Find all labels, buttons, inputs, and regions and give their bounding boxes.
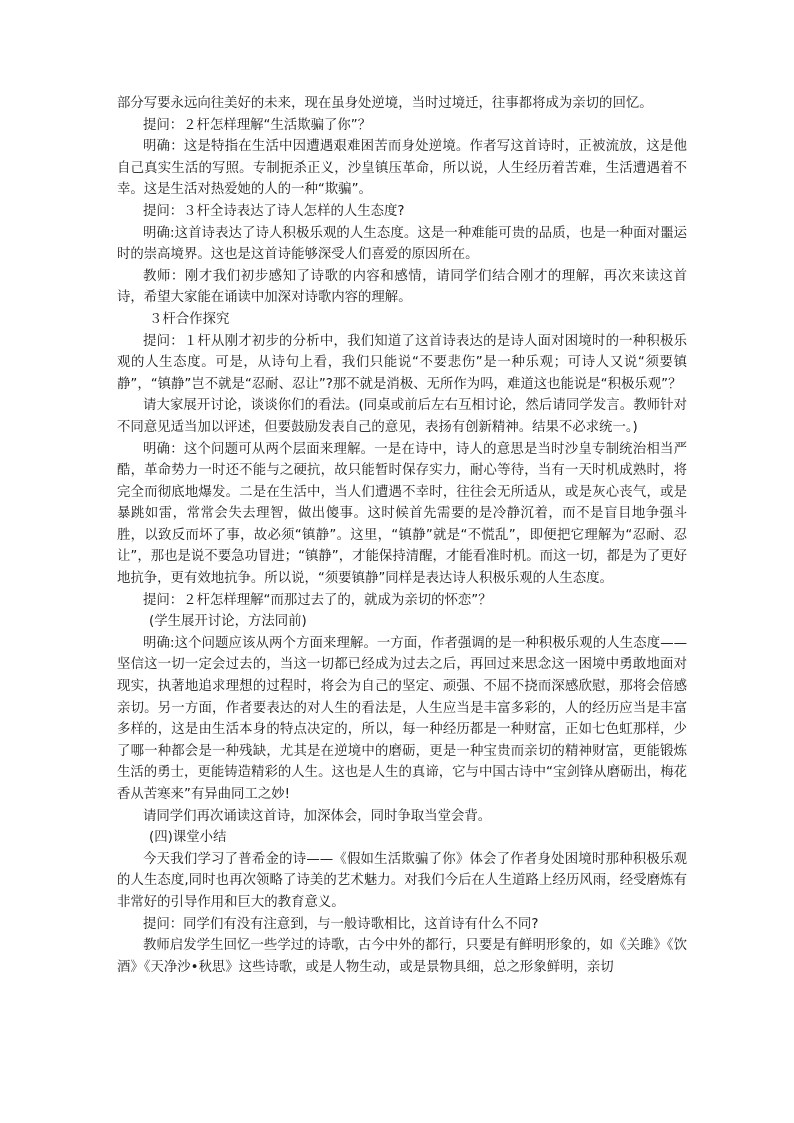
answer-2: 明确：这是特指在生活中因遭遇艰难困苦而身处逆境。作者写这首诗时，正被流放，这是他自己真实生活的写照。专制扼杀正义，沙皇镇压革命，所以说，人生经历着苦难，生活遭遇着不幸。这是生活对热爱她的人的一种“欺骗”。	[117, 139, 687, 198]
intro-paragraph: 部分写要永远向往美好的未来，现在虽身处逆境，当时过境迁，往事都将成为亲切的回忆。	[117, 96, 653, 111]
closing-question: 提问：同学们有没有注意到，与一般诗歌相比，这首诗有什么不同?	[143, 916, 539, 932]
teacher-remark: 教师：刚才我们初步感知了诗歌的内容和感情，请同学们结合刚才的理解，再次来读这首诗，希望大家能在诵读中加深对诗歌内容的理解。	[117, 268, 687, 306]
document-page	[117, 93, 687, 978]
answer-3: 明确:这首诗表达了诗人积极乐观的人生态度。这是一种难能可贵的品质，也是一种面对噩运时的崇高境界。这也是这首诗能够深受人们喜爱的原因所在。	[117, 225, 687, 263]
summary-paragraph: 今天我们学习了普希金的诗——《假如生活欺骗了你》体会了作者身处困境时那种积极乐观的人生态度,同时也再次领略了诗美的艺术魅力。对我们今后在人生道路上经历风雨，经受磨炼有非常好的引导作用和巨大的教育意义。	[117, 851, 687, 910]
inquiry-answer-1: 明确：这个问题可从两个层面来理解。一是在诗中，诗人的意思是当时沙皇专制统治相当严酷，革命势力一时还不能与之硬抗，故只能暂时保存实力，耐心等待，当有一天时机成熟时，将完全而彻底地爆发。二是在生活中，当人们遭遇不幸时，往往会无所适从，或是灰心丧气，或是暴跳如雷，常常会失去理智，做出傻事。这时候首先需要的是冷静沉着，而不是盲目地争强斗胜，以致反而坏了事，故必须“镇静”。这里，“镇静”就是“不慌乱”，即便把它理解为“忍耐、忍让”，那也是说不要急功冒进；“镇静”，才能保持清醒，才能看准时机。而这一切，都是为了更好地抗争，更有效地抗争。所以说，“须要镇静”同样是表达诗人积极乐观的人生态度。	[117, 441, 687, 587]
inquiry-question-1: 提问：１杆从刚才初步的分析中，我们知道了这首诗表达的是诗人面对困境时的一种积极乐观的人生态度。可是，从诗句上看，我们只能说“不要悲伤”是一种乐观；可诗人又说“须要镇静”，“镇静”岂不就是“忍耐、忍让”?那不就是消极、无所作为吗，难道这也能说是“积极乐观”？	[117, 333, 687, 392]
discussion-instruction: 请大家展开讨论，谈谈你们的看法。(同桌或前后左右互相讨论，然后请同学发言。教师针对不同意见适当加以评述，但要鼓励发表自己的意见，表扬有创新精神。结果不必求统一。)	[117, 398, 687, 435]
section-heading-summary: (四)课堂小结	[149, 830, 227, 846]
inquiry-question-2: 提问：２杆怎样理解“而那过去了的，就成为亲切的怀恋”？	[143, 592, 492, 608]
inquiry-answer-2: 明确:这个问题应该从两个方面来理解。一方面，作者强调的是一种积极乐观的人生态度——坚信这一切一定会过去的，当这一切都已经成为过去之后，再回过来思念这一困境中勇敢地面对现实，执著地追求理想的过程时，将会为自己的坚定、顽强、不屈不挠而深感欣慰，那将会倍感亲切。另一方面，作者要表达的对人生的看法是，人生应当是丰富多彩的，人的经历应当是丰富多样的，这是由生活本身的特点决定的，所以，每一种经历都是一种财富，正如七色虹那样，少了哪一种都会是一种残缺，尤其是在逆境中的磨砺，更是一种宝贵而亲切的精神财富，更能锻炼生活的勇士，更能铸造精彩的人生。这也是人生的真谛，它与中国古诗中“宝剑锋从磨砺出，梅花香从苦寒来”有异曲同工之妙!	[117, 635, 687, 802]
closing-paragraph: 教师启发学生回忆一些学过的诗歌，古今中外的都行，只要是有鲜明形象的，如《关雎》《饮酒》《天净沙•秋思》这些诗歌，或是人物生动，或是景物具细，总之形象鲜明，亲切	[117, 938, 687, 975]
recite-instruction: 请同学们再次诵读这首诗，加深体会，同时争取当堂会背。	[143, 808, 492, 824]
section-heading-cooperative-inquiry: ３杆合作探究	[149, 311, 230, 327]
discussion-note: (学生展开讨论，方法同前)	[149, 614, 307, 630]
question-2: 提问：２杆怎样理解“生活欺骗了你”？	[143, 117, 372, 133]
question-3: 提问：３杆全诗表达了诗人怎样的人生态度?	[143, 203, 405, 219]
